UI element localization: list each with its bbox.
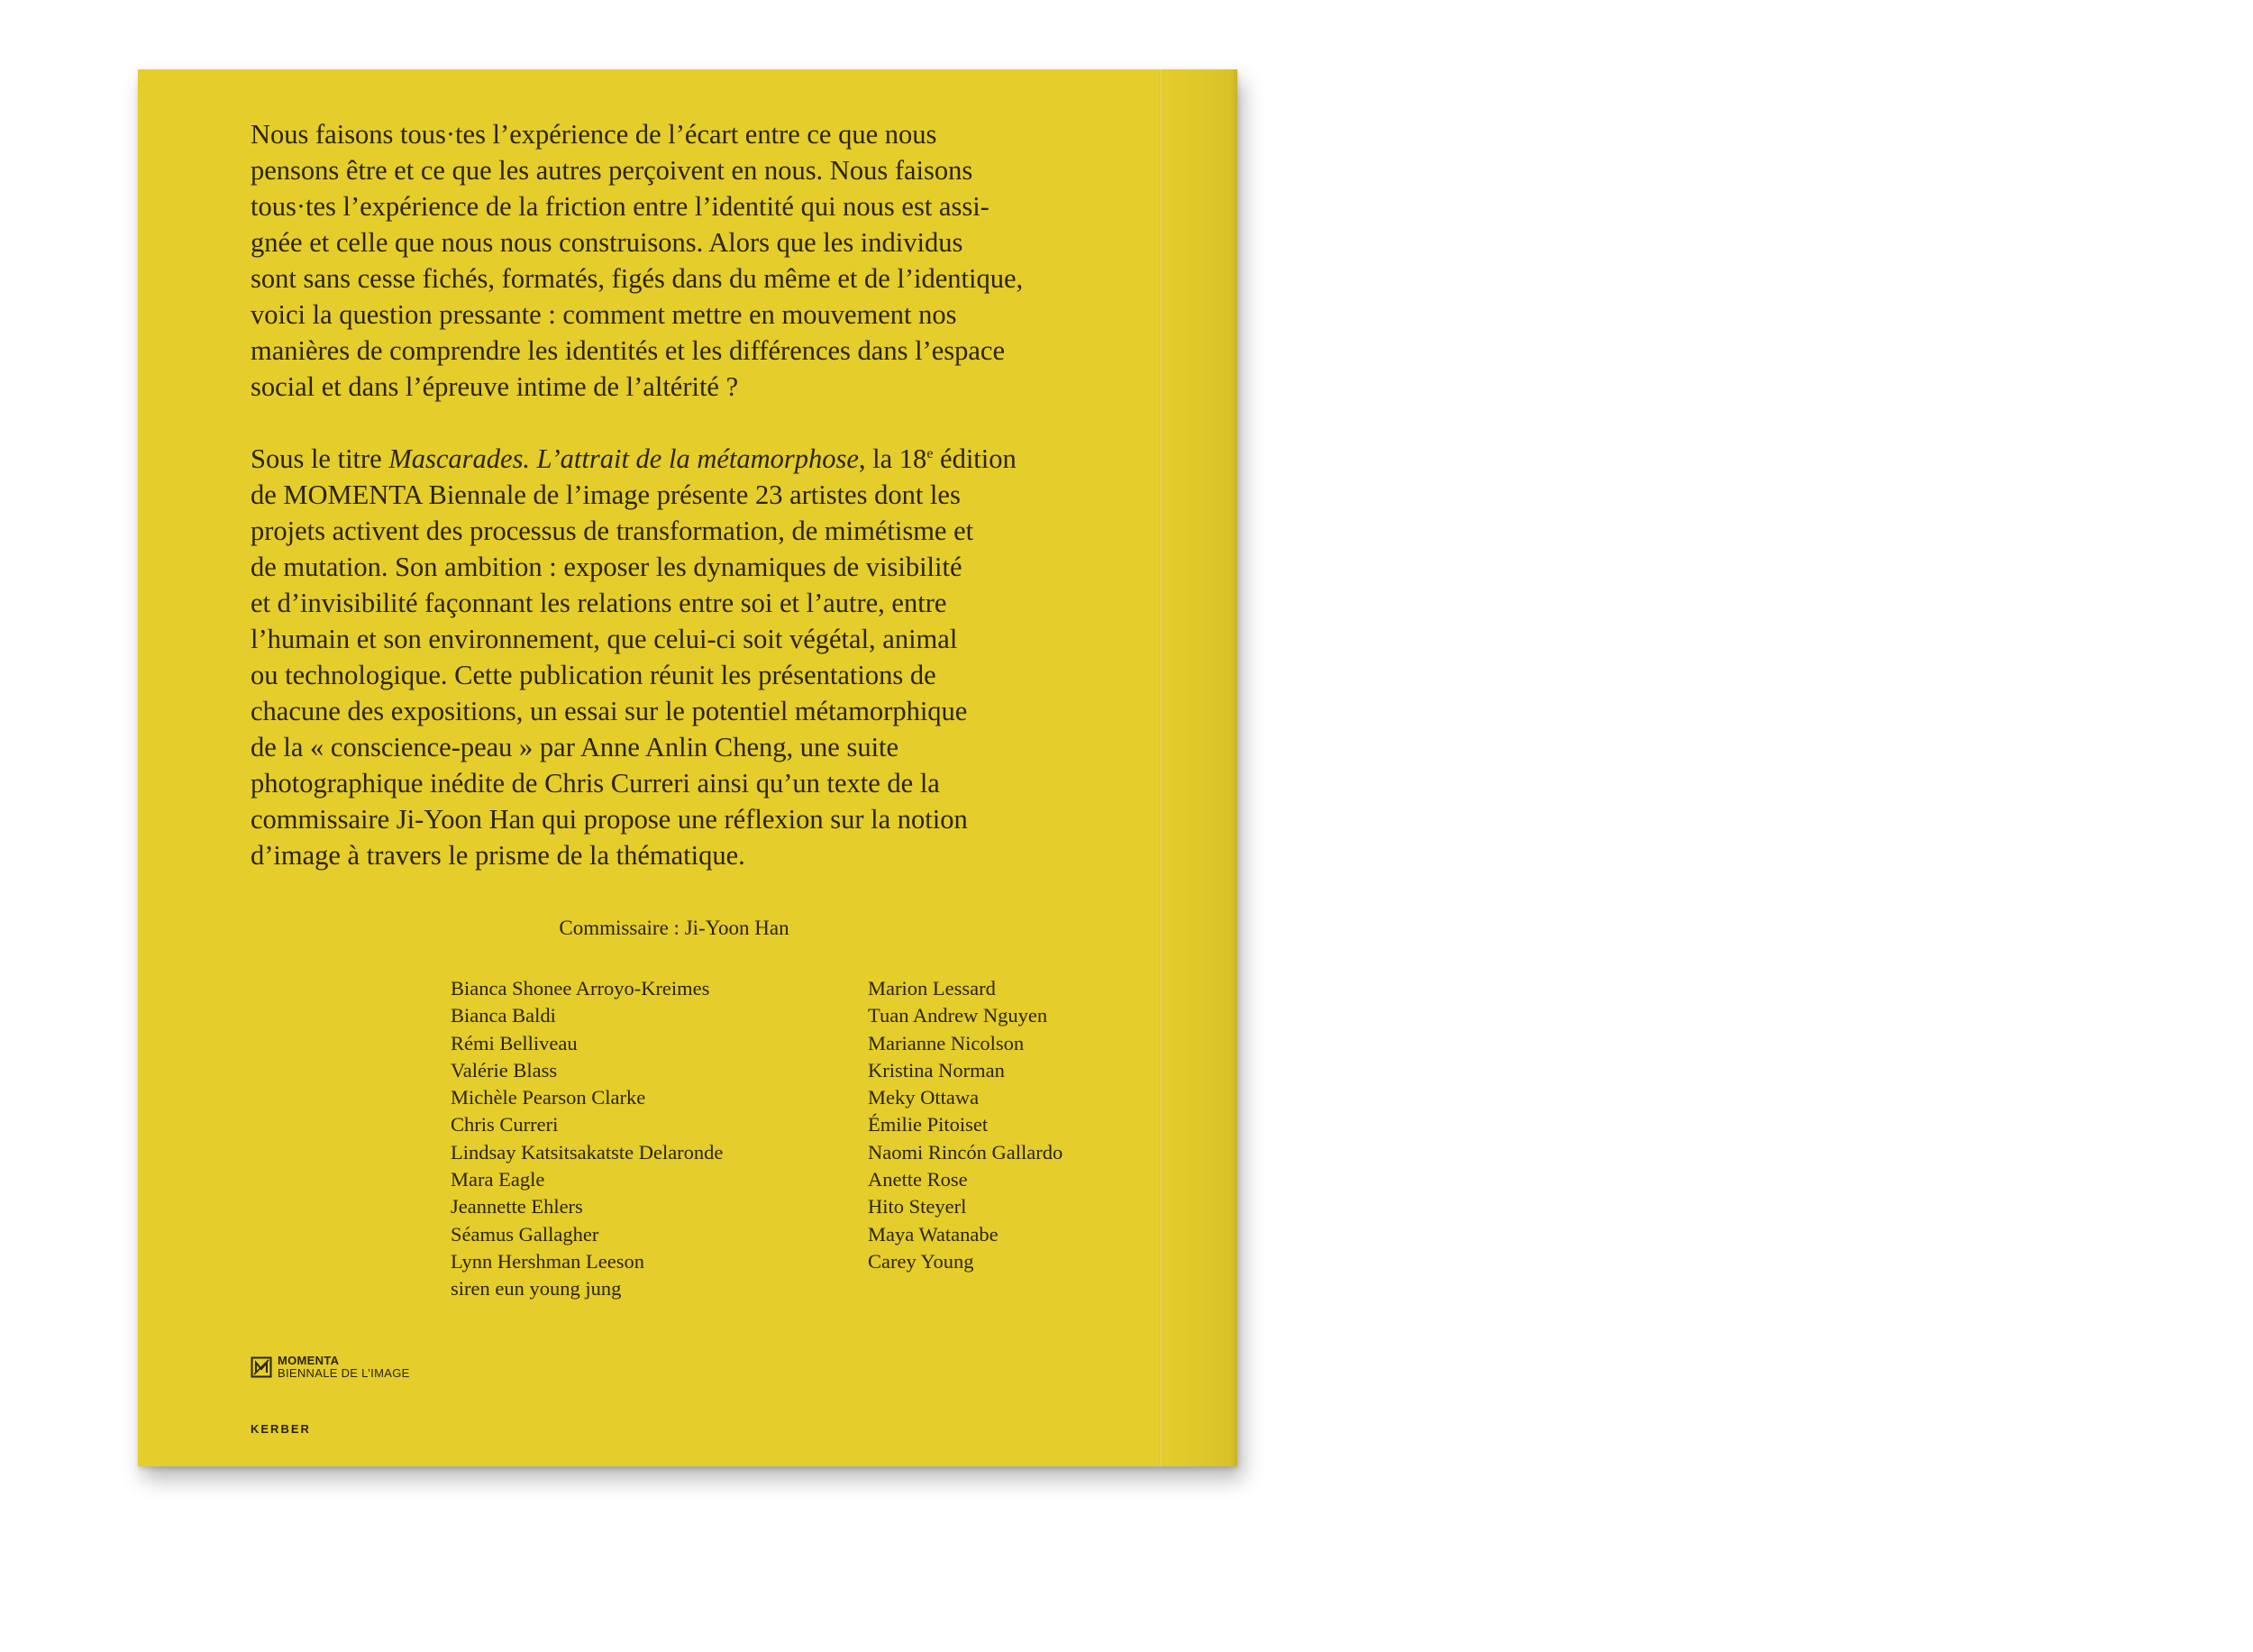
blurb-line: social et dans l’épreuve intime de l’altérité ? [251, 371, 739, 402]
artist-name: Lindsay Katsitsakatste Delaronde [451, 1140, 724, 1164]
blurb-line: gnée et celle que nous nous construisons. Alors que les individus [251, 227, 963, 258]
blurb-line: de la « conscience-peau » par Anne Anlin Cheng, une suite [251, 732, 899, 762]
artist-name: Séamus Gallagher [451, 1222, 599, 1246]
artist-name: Anette Rose [868, 1168, 968, 1191]
artist-name: siren eun young jung [451, 1277, 622, 1301]
blurb-line: tous·tes l’expérience de la friction entre l’identité qui nous est assi- [251, 191, 990, 222]
momenta-logo [251, 1355, 410, 1380]
momenta-logo-icon [251, 1356, 272, 1378]
artist-name: Maya Watanabe [868, 1222, 999, 1246]
publisher-name: KERBER [251, 1422, 311, 1436]
blurb-line: l’humain et son environnement, que celui-ci soit végétal, animal [251, 624, 958, 654]
artist-name: Valérie Blass [451, 1058, 558, 1082]
artist-name: Michèle Pearson Clarke [451, 1086, 646, 1109]
curator-credit: Commissaire : Ji-Yoon Han [559, 917, 789, 939]
artist-name: Lynn Hershman Leeson [451, 1249, 644, 1273]
artist-name: Hito Steyerl [868, 1195, 967, 1218]
blurb-first-line [251, 441, 1116, 477]
ordinal-superscript: e [926, 445, 934, 461]
blurb-line: chacune des expositions, un essai sur le potentiel métamorphique [251, 696, 968, 726]
artist-name: Chris Curreri [451, 1113, 559, 1136]
momenta-wordmark [278, 1355, 410, 1380]
spine-edge [1161, 69, 1237, 1466]
artist-name: Carey Young [868, 1249, 974, 1273]
blurb-line: commissaire Ji-Yoon Han qui propose une réflexion sur la notion [251, 804, 968, 835]
artist-name: Émilie Pitoiset [868, 1113, 989, 1136]
blurb-line: photographique inédite de Chris Curreri ainsi qu’un texte de la [251, 768, 940, 799]
artist-name: Bianca Baldi [451, 1004, 556, 1027]
artist-name: Bianca Shonee Arroyo-Kreimes [451, 977, 710, 999]
artist-name: Marianne Nicolson [868, 1031, 1025, 1054]
artist-name: Meky Ottawa [868, 1086, 980, 1109]
blurb-line: de MOMENTA Biennale de l’image présente 23 artistes dont les [251, 479, 961, 510]
artist-name: Mara Eagle [451, 1168, 545, 1191]
blurb-line: pensons être et ce que les autres perçoivent en nous. Nous faisons [251, 155, 973, 186]
logo-subtitle: BIENNALE DE L’IMAGE [278, 1366, 410, 1380]
blurb-line: de mutation. Son ambition : exposer les dynamiques de visibilité [251, 552, 962, 582]
artist-list-right [868, 975, 1063, 1275]
blurb-text: édition [933, 443, 1017, 474]
blurb-paragraph-2 [251, 441, 1116, 873]
blurb-paragraph-1 [251, 116, 1116, 405]
blurb-line: manières de comprendre les identités et les différences dans l’espace [251, 335, 1005, 366]
blurb-line: et d’invisibilité façonnant les relations entre soi et l’autre, entre [251, 588, 947, 618]
artist-name: Rémi Belliveau [451, 1031, 578, 1054]
blurb-line: voici la question pressante : comment mettre en mouvement nos [251, 299, 957, 330]
blurb-line: sont sans cesse fichés, formatés, figés dans du même et de l’identique, [251, 263, 1024, 294]
artist-name: Tuan Andrew Nguyen [868, 1004, 1048, 1027]
blurb-line: ou technologique. Cette publication réunit les présentations de [251, 660, 936, 690]
blurb-text: , la 18 [858, 443, 927, 474]
blurb-text: Sous le titre [251, 443, 389, 474]
blurb-line: projets activent des processus de transformation, de mimétisme et [251, 516, 974, 546]
book-back-cover [138, 69, 1237, 1466]
logo-brand: MOMENTA [278, 1354, 340, 1367]
artist-name: Marion Lessard [868, 977, 996, 999]
artist-list-left [451, 975, 723, 1303]
artist-name: Naomi Rincón Gallardo [868, 1140, 1063, 1164]
artist-name: Kristina Norman [868, 1058, 1005, 1082]
blurb-line: Nous faisons tous·tes l’expérience de l’écart entre ce que nous [251, 119, 937, 150]
blurb-line: d’image à travers le prisme de la thématique. [251, 840, 745, 871]
artist-name: Jeannette Ehlers [451, 1195, 583, 1218]
publication-title: Mascarades. L’attrait de la métamorphose [388, 443, 859, 474]
